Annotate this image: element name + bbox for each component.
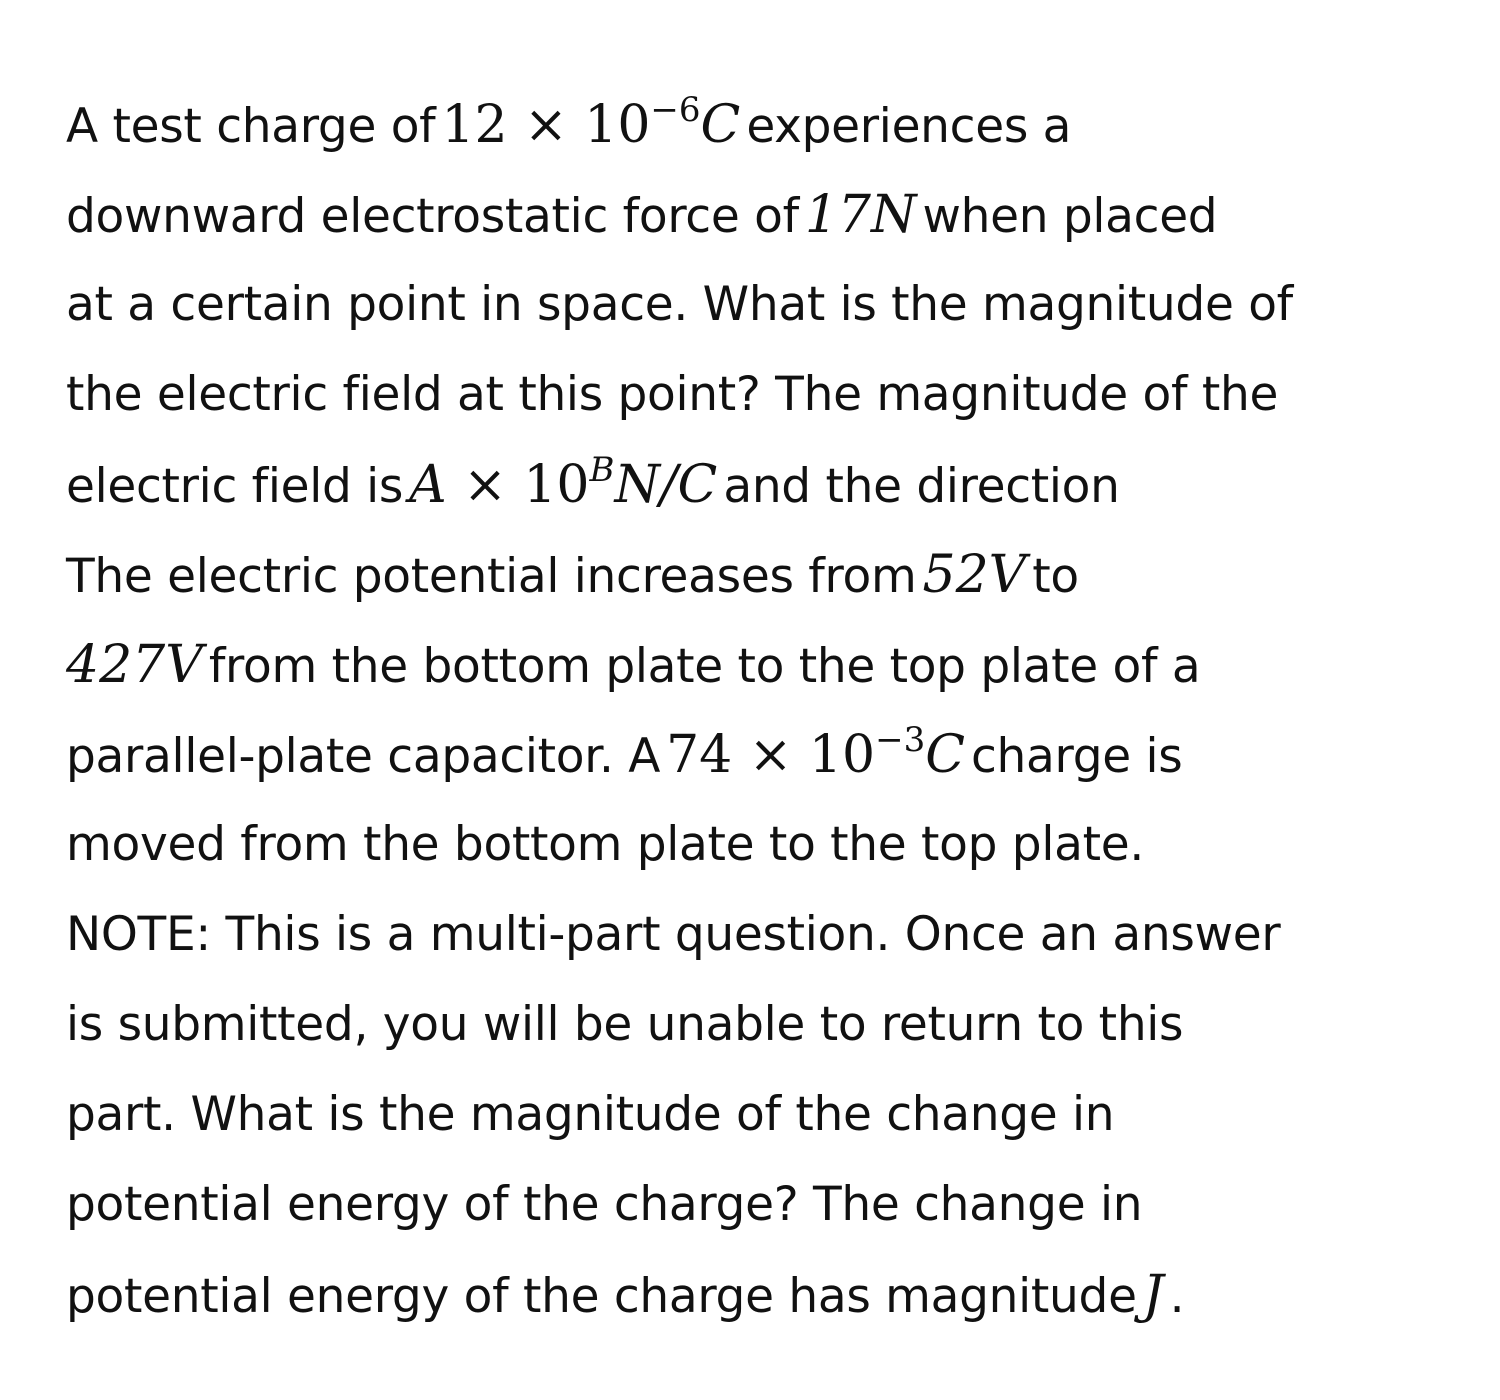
- math-operator: ×: [748, 725, 793, 785]
- text-segment: downward electrostatic force of: [66, 189, 799, 244]
- text-line-14: [66, 1262, 1440, 1352]
- math-number: 10: [584, 95, 651, 155]
- text-line-3: [66, 272, 1440, 362]
- text-segment: the electric field at this point? The magnitude of the: [66, 367, 1279, 422]
- text-line-8: [66, 719, 1440, 812]
- text-segment: charge is: [971, 729, 1183, 784]
- math-expression: 17N: [804, 185, 917, 245]
- text-segment: moved from the bottom plate to the top plate.: [66, 817, 1144, 872]
- math-expression: [441, 89, 741, 155]
- text-segment: part. What is the magnitude of the change in: [66, 1087, 1115, 1142]
- math-operator: ×: [463, 455, 507, 515]
- text-line-1: [66, 89, 1440, 182]
- math-exponent: −6: [650, 89, 701, 130]
- text-segment: at a certain point in space. What is the magnitude of: [66, 277, 1293, 332]
- text-segment: potential energy of the charge has magnitude: [66, 1269, 1137, 1324]
- math-expression: 427V: [66, 635, 203, 695]
- math-unit: N/C: [614, 455, 718, 515]
- math-expression: J: [1142, 1265, 1164, 1325]
- math-number: 10: [808, 725, 876, 785]
- math-exponent: −3: [875, 719, 926, 760]
- text-segment: from the bottom plate to the top plate of a: [208, 639, 1201, 694]
- math-exponent: B: [589, 449, 615, 490]
- text-segment: electric field is: [66, 459, 404, 514]
- math-variable: A: [409, 455, 447, 515]
- text-segment: and the direction: [723, 459, 1120, 514]
- text-line-10: [66, 902, 1440, 992]
- math-expression: [666, 719, 965, 785]
- math-unit: C: [925, 725, 965, 785]
- text-line-11: [66, 992, 1440, 1082]
- text-segment: parallel-plate capacitor. A: [66, 729, 661, 784]
- math-expression: [409, 449, 718, 515]
- text-segment: is submitted, you will be unable to return to this: [66, 997, 1184, 1052]
- math-number: 74: [666, 725, 733, 785]
- text-segment: .: [1169, 1269, 1185, 1324]
- math-operator: ×: [524, 95, 568, 155]
- text-segment: when placed: [922, 189, 1218, 244]
- math-unit: C: [700, 95, 741, 155]
- math-expression: 52V: [922, 545, 1027, 605]
- text-line-5: [66, 449, 1440, 542]
- text-line-12: [66, 1082, 1440, 1172]
- text-segment: potential energy of the charge? The change in: [66, 1177, 1143, 1232]
- text-line-9: [66, 812, 1440, 902]
- text-line-6: [66, 542, 1440, 632]
- text-line-7: [66, 632, 1440, 722]
- math-number: 12: [441, 95, 508, 155]
- text-segment: NOTE: This is a multi-part question. Once an answer: [66, 907, 1281, 962]
- text-segment: The electric potential increases from: [66, 549, 917, 604]
- text-segment: A test charge of: [66, 99, 436, 154]
- text-line-13: [66, 1172, 1440, 1262]
- math-number: 10: [523, 455, 590, 515]
- text-line-2: [66, 182, 1440, 272]
- text-line-4: [66, 362, 1440, 452]
- text-segment: experiences a: [746, 99, 1072, 154]
- text-segment: to: [1032, 549, 1079, 604]
